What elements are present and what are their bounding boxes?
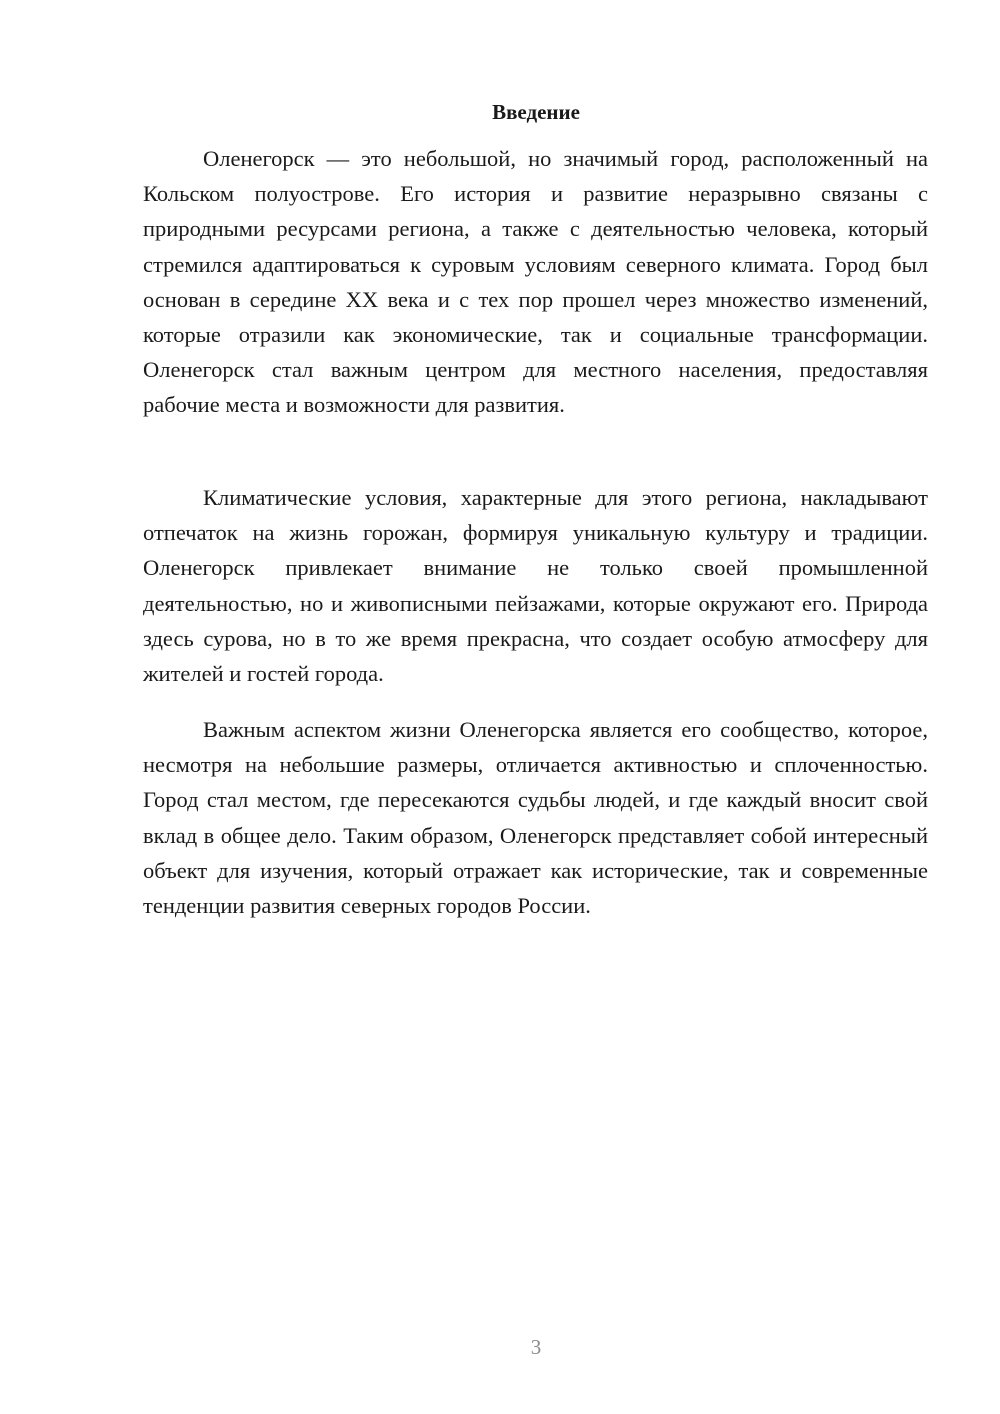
page-number: 3 <box>530 1335 542 1359</box>
paragraph-3: Важным аспектом жизни Оленегорска является его сообщество, которое, несмотря на небольшие размеры, отличается активностью и сплоченностью. Город стал местом, где пересекаются судьбы людей, и где каждый вносит свой вклад в общее дело. Таким образом, Оленегорск представляет собой интересный объект для изучения, который отражает как исторические, так и современные тенденции развития северных городов России. <box>143 717 928 919</box>
paragraph-1: Оленегорск — это небольшой, но значимый город, расположенный на Кольском полуострове. Его история и развитие неразрывно связаны с природными ресурсами региона, а также с деятельностью человека, который стремился адаптироваться к суровым условиям северного климата. Город был основан в середине XX века и с тех пор прошел через множество изменений, которые отразили как экономические, так и социальные трансформации. Оленегорск стал важным центром для местного населения, предоставляя рабочие места и возможности для развития. <box>143 146 928 418</box>
paragraph-2: Климатические условия, характерные для этого региона, накладывают отпечаток на жизнь горожан, формируя уникальную культуру и традиции. Оленегорск привлекает внимание не только своей промышленной деятельностью, но и живописными пейзажами, которые окружают его. Природа здесь сурова, но в то же время прекрасна, что создает особую атмосферу для жителей и гостей города. <box>143 485 928 687</box>
section-heading: Введение <box>492 100 580 124</box>
